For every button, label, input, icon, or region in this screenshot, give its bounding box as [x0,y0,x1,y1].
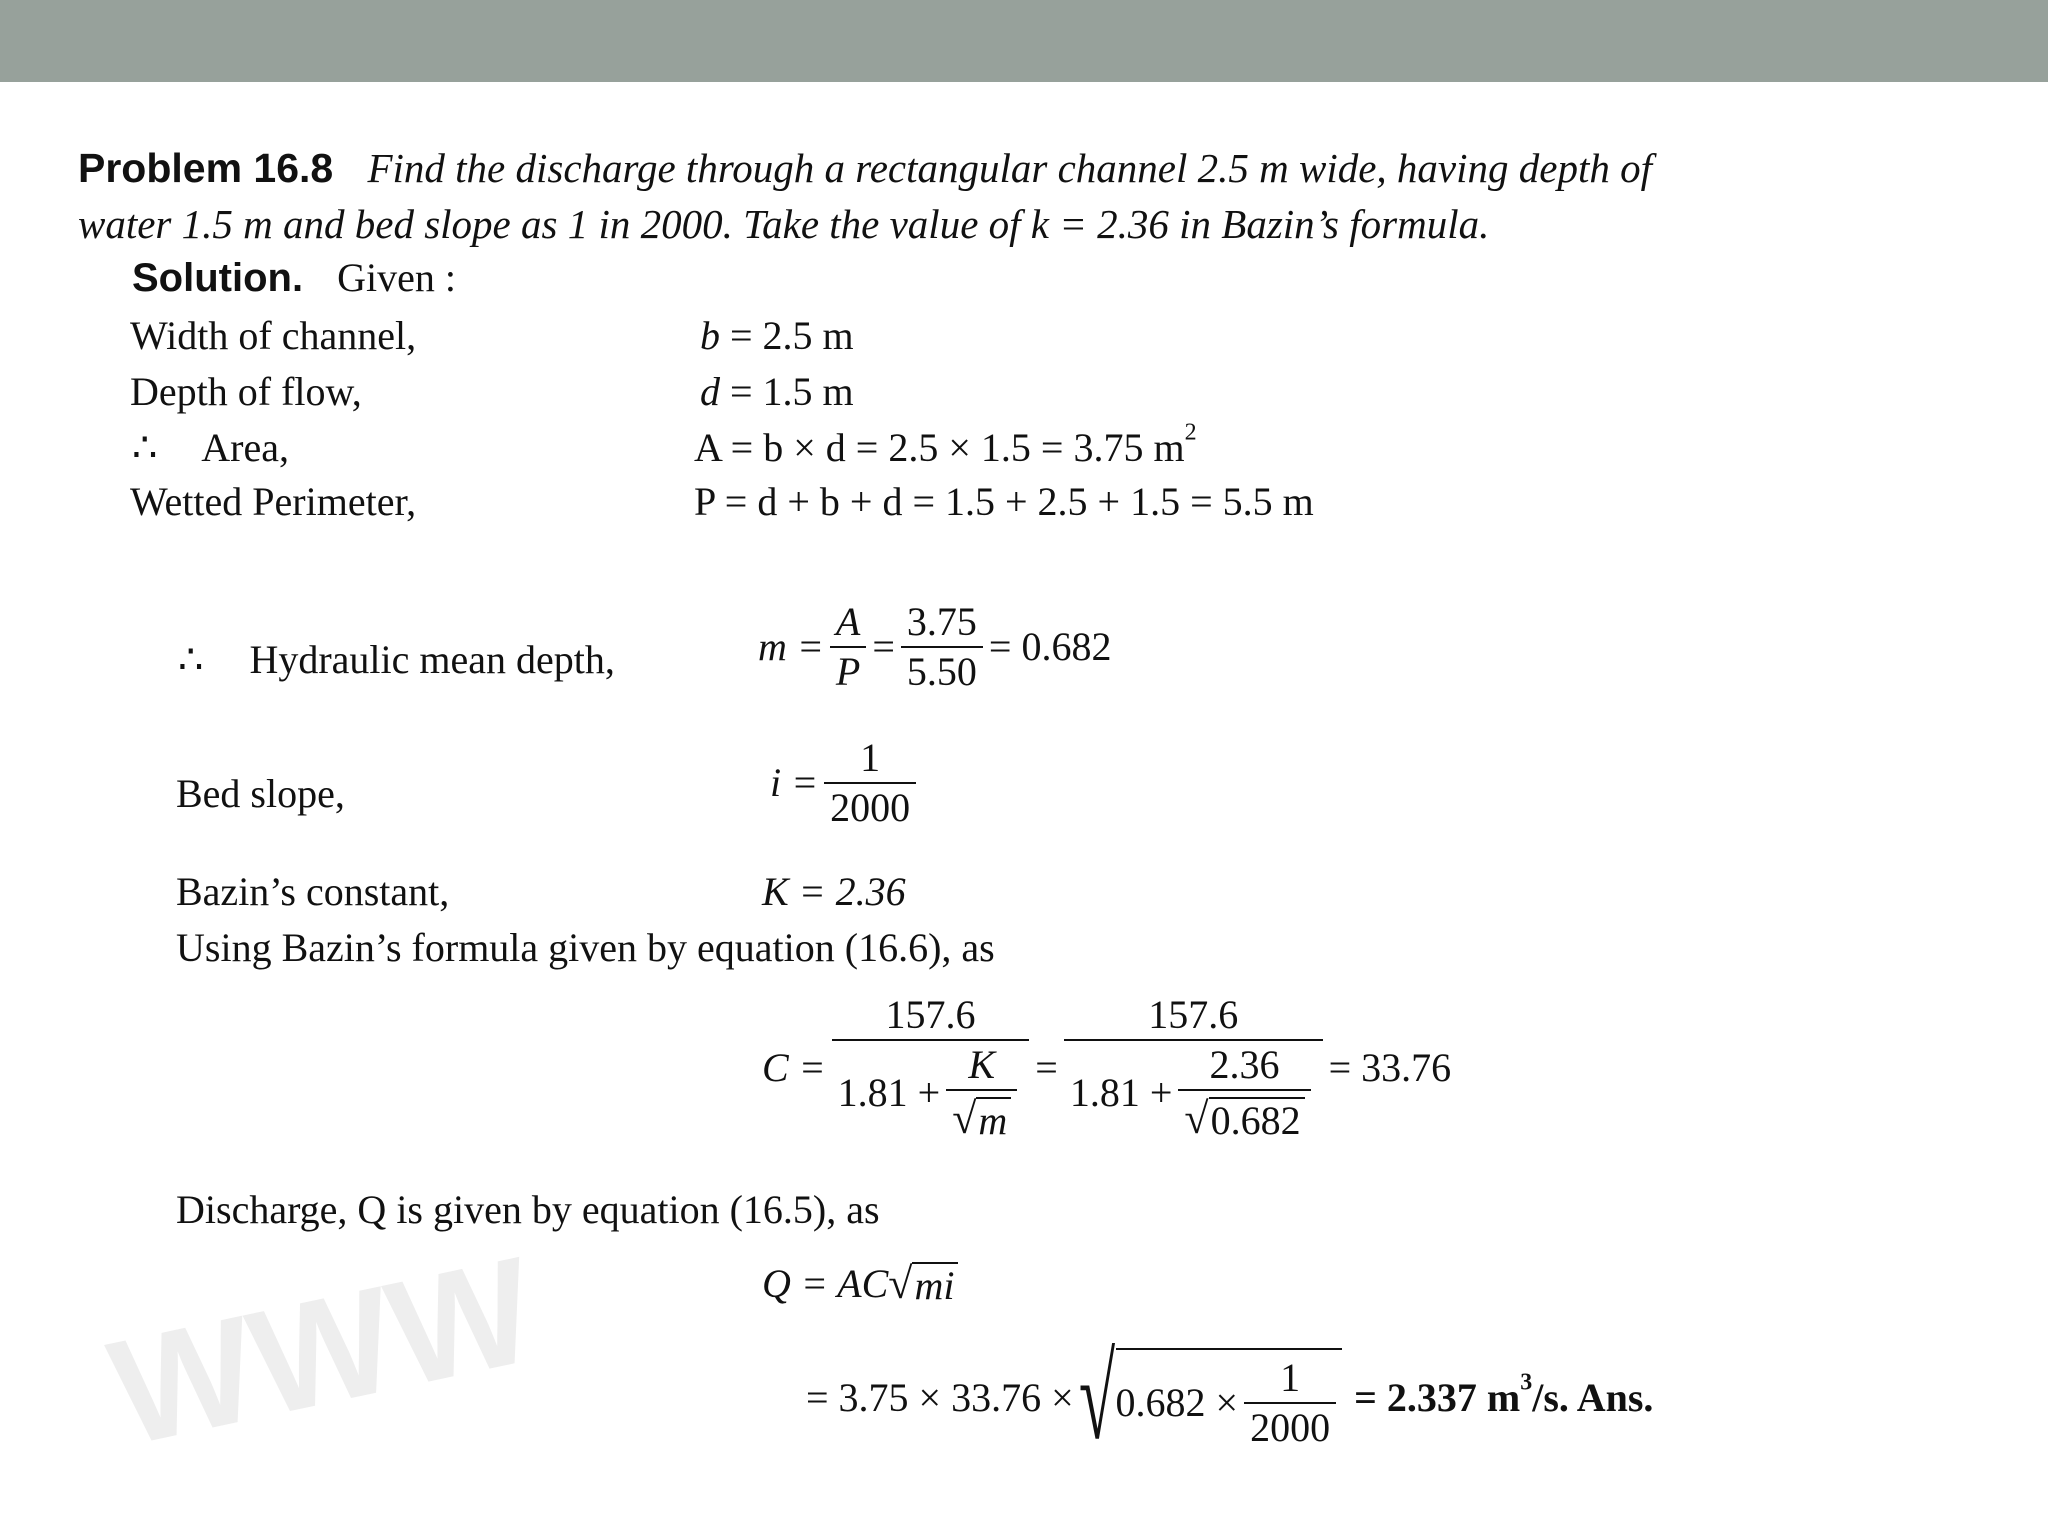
top-bar [0,0,2048,82]
fraction-c-numeric: 157.6 1.81 + 2.36 √ 0.682 [1064,995,1323,1141]
solution-header [132,255,456,300]
fraction-1-over-2000: $\frac{1}{2000}$ [824,738,916,828]
using-bazin-line: Using Bazin’s formula given by equation (16.6), as [176,925,995,970]
given-perimeter-label: Wetted Perimeter, [130,479,417,524]
fraction-c-general: 157.6 1.81 + K √ m [832,995,1030,1141]
given-depth-label: Depth of flow, [130,369,362,414]
fraction-final: $\frac{1}{2000}$ [1244,1358,1336,1448]
bazin-constant-expr: K = 2.36 [762,869,906,914]
given-area-expr: A = b × d = 2.5 × 1.5 = 3.75 $m^2$ [694,419,1197,470]
problem-line-1 [78,145,1652,191]
final-equation: = 3.75 × 33.76 × √ 0.682 × $\frac{1}{2000}$ = 2.337 $m^3/s$. Ans. [806,1331,1654,1464]
fraction-a-over-p: $\frac{A}{P}$ [830,602,866,692]
bazin-constant-label: Bazin’s constant, [176,869,450,914]
discharge-line: Discharge, Q is given by equation (16.5), as [176,1187,880,1232]
problem-label: Problem 16.8 [78,145,334,191]
given-width-label: Width of channel, [130,313,417,358]
solution-label: Solution. [132,256,304,300]
given-width-expr: b = 2.5 m [700,313,854,358]
radical-sign: √ [1078,1331,1115,1464]
therefore-symbol: ∴ [132,425,158,470]
problem-text-2: water 1.5 m and bed slope as 1 in 2000. Take the value of k = 2.36 in Bazin’s formula. [78,201,1490,247]
hmd-equation: m = $\frac{A}{P}$ = $\frac{3.75}{5.50}$ = 0.682 [758,599,1112,694]
watermark: WWW [97,1224,548,1478]
given-depth-expr: d = 1.5 m [700,369,854,414]
q-equation: Q = AC √ mi [762,1262,958,1306]
bed-slope-label: Bed slope, [176,771,345,816]
problem-text-1: Find the discharge through a rectangular channel 2.5 m wide, having depth of [367,145,1652,191]
given-perimeter-expr: P = d + b + d = 1.5 + 2.5 + 1.5 = 5.5 m [694,479,1314,524]
c-equation: C = 157.6 1.81 + K √ m = 157.6 1.81 + 2.36 √ 0.682 = 33.76 [762,992,1452,1143]
given-label: Given : [337,255,456,300]
therefore-symbol: ∴ [178,637,204,682]
given-area-label: ∴ Area, [132,425,289,470]
fraction-375-over-550: $\frac{3.75}{5.50}$ [901,602,983,692]
hmd-label: ∴ Hydraulic mean depth, [178,637,615,682]
bed-slope-equation: i = $\frac{1}{2000}$ [770,738,922,828]
final-answer: = 2.337 $m^3/s$. Ans. [1354,1369,1654,1420]
